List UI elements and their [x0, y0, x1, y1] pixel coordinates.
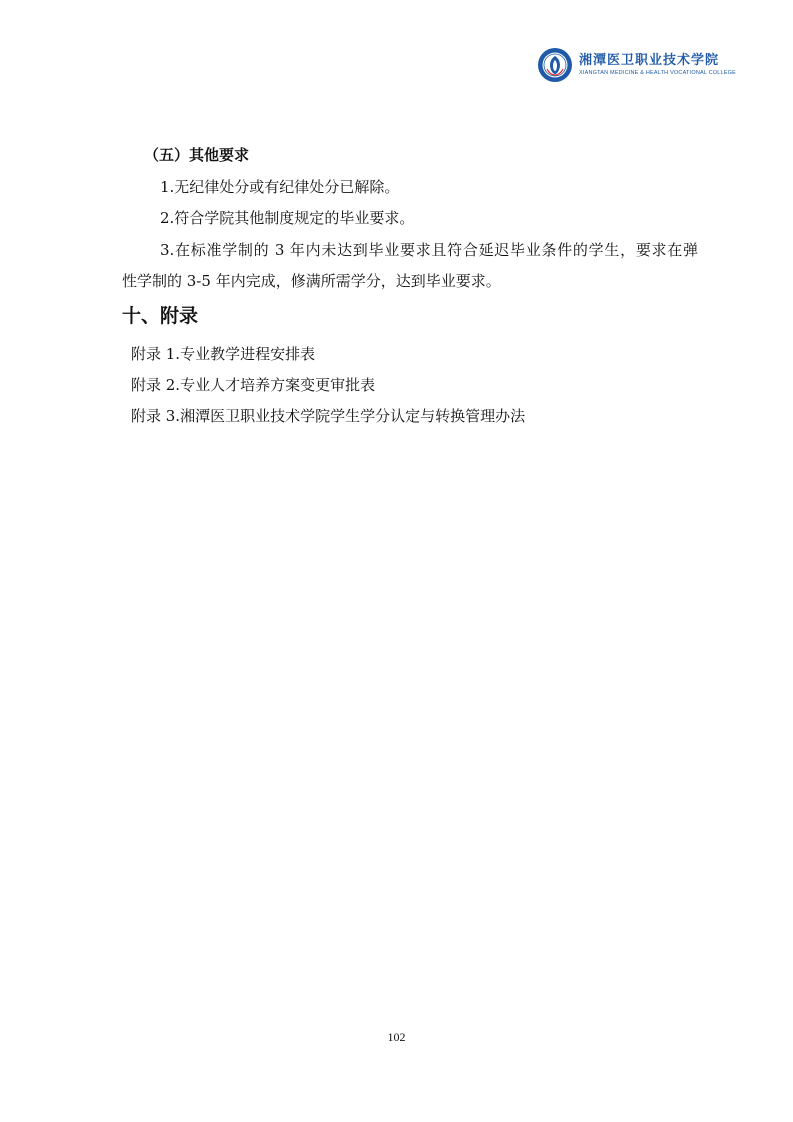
appendix-item-2: 附录 2.专业人才培养方案变更审批表 [131, 376, 376, 394]
college-logo [537, 46, 737, 84]
requirement-item-2: 2.符合学院其他制度规定的毕业要求。 [160, 209, 415, 227]
page-number: 102 [387, 1030, 406, 1044]
other-requirements-heading: （五）其他要求 [144, 146, 250, 164]
requirement-item-3-line-1: 3.在标准学制的 3 年内未达到毕业要求且符合延迟毕业条件的学生，要求在弹 [160, 241, 698, 259]
appendix-heading: 十、附录 [122, 305, 199, 327]
logo-name-cn: 湘潭医卫职业技术学院 [579, 53, 720, 68]
requirement-item-3-line-2: 性学制的 3-5 年内完成，修满所需学分，达到毕业要求。 [122, 272, 501, 290]
requirement-item-1: 1.无纪律处分或有纪律处分已解除。 [160, 178, 400, 196]
logo-name-en: XIANGTAN MEDICINE & HEALTH VOCATIONAL COLLEGE [579, 70, 737, 76]
appendix-item-3: 附录 3.湘潭医卫职业技术学院学生学分认定与转换管理办法 [131, 407, 526, 425]
appendix-item-1: 附录 1.专业教学进程安排表 [131, 345, 316, 363]
college-emblem-icon [537, 47, 573, 83]
